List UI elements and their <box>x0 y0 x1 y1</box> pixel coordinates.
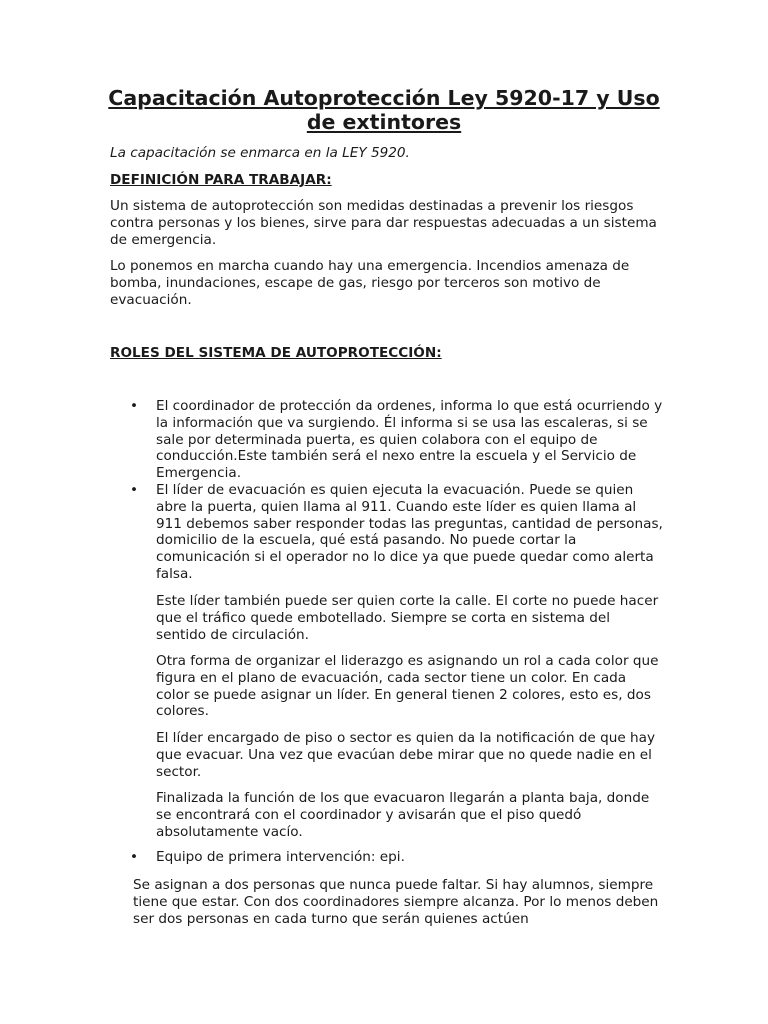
floor-leader-paragraph: El líder encargado de piso o sector es quien da la notificación de que hay que evacuar. Una vez que evacúan debe mirar que no quede nadie en el sector. <box>156 730 655 780</box>
definition-paragraph: Un sistema de autoprotección son medidas destinadas a prevenir los riesgos contra personas y los bienes, sirve para dar respuestas adecuadas a un sistema de emergencia. <box>110 198 657 248</box>
list-item-text: El coordinador de protección da ordenes, informa lo que está ocurriendo y la información que va surgiendo. Él informa si se usa las escaleras, si se sale por determinada puerta, es quien colabora con el equipo de conducción.Este también será el nexo entre la escuela y el Servicio de Emergencia. <box>156 398 663 482</box>
roles-heading: ROLES DEL SISTEMA DE AUTOPROTECCIÓN: <box>110 345 442 361</box>
assignment-paragraph: Se asignan a dos personas que nunca puede faltar. Si hay alumnos, siempre tiene que estar. Con dos coordinadores siempre alcanza. Por lo menos deben ser dos personas en cada turno que serán quienes actúen <box>133 877 659 927</box>
list-item-text: El líder de evacuación es quien ejecuta la evacuación. Puede se quien abre la puerta, quien llama al 911. Cuando este líder es quien llama al 911 debemos saber responder todas las preguntas, cantidad de personas, domicilio de la escuela, qué está pasando. No puede cortar la comunicación si el operador no lo dice ya que puede quedar como alerta falsa. <box>156 482 663 582</box>
document-title: Capacitación Autoprotección Ley 5920-17 y Uso de extintores <box>108 86 660 134</box>
list-item-text: Equipo de primera intervención: epi. <box>156 849 405 865</box>
emergency-paragraph: Lo ponemos en marcha cuando hay una emergencia. Incendios amenaza de bomba, inundaciones, escape de gas, riesgo por terceros son motivo de evacuación. <box>110 258 630 308</box>
bullet-marker: • <box>130 849 139 865</box>
leader-street-paragraph: Este líder también puede ser quien corte la calle. El corte no puede hacer que el tráfico quede embotellado. Siempre se corta en sistema del sentido de circulación. <box>156 593 659 643</box>
definition-heading: DEFINICIÓN PARA TRABAJAR: <box>110 172 332 188</box>
intro-paragraph: La capacitación se enmarca en la LEY 5920. <box>110 145 410 161</box>
bullet-marker: • <box>130 398 139 414</box>
finalization-paragraph: Finalizada la función de los que evacuaron llegarán a planta baja, donde se encontrará con el coordinador y avisarán que el piso quedó absolutamente vacío. <box>156 790 650 840</box>
color-leadership-paragraph: Otra forma de organizar el liderazgo es asignando un rol a cada color que figura en el plano de evacuación, cada sector tiene un color. En cada color se puede asignar un líder. En general tienen 2 colores, esto es, dos colores. <box>156 653 659 720</box>
bullet-marker: • <box>130 482 139 498</box>
